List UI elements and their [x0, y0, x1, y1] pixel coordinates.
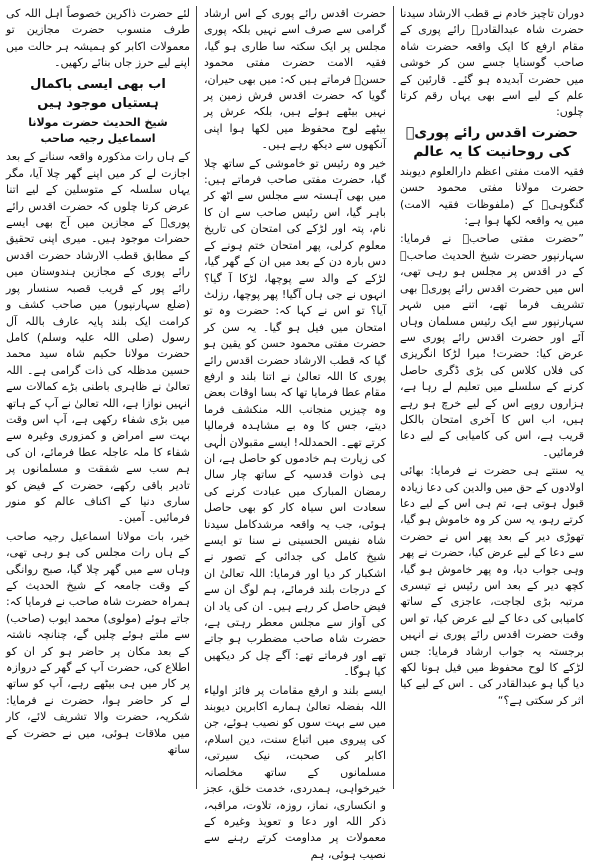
- section-subheading: شیخ الحدیث حضرت مولانا اسماعیل رجیہ صاحب: [28, 115, 168, 146]
- column-divider: [196, 6, 197, 789]
- column-right: [400, 6, 584, 791]
- column-divider: [393, 6, 394, 789]
- paragraph: ایسے بلند و ارفع مقامات پر فائز اولیاء اللہ بفضلہ تعالیٰ ہمارے اکابرین دیوبند میں سے بہت سوں کو نصیب ہوئے، جن کی پیروی میں اتباع سنت، دین اسلام، اکابر کی صحبت، نیک سیرتی، مسلمانوں کے ساتھ مخلصانہ خیرخواہی، ہمدردی، خدمت خلق، عجز و انکساری، نماز، روزہ، تلاوت، مراقبہ، ذکر اللہ اور دعا و تعویذ وغیرہ کے معمولات پر مداومت کرتے رہنے سے نصیب ہوئی، ہم: [204, 683, 386, 861]
- paragraph: خیر، بات مولانا اسماعیل رجیہ صاحب کے ہاں رات مجلس کی ہو رہی تھی، وہاں سے میں گھر چلا گیا، صبح روانگی کے وقت جامعہ کے شیخ الحدیث کے ہمراہ حضرت شاہ صاحب نے فرمایا کہ: جاتے ہوئے (مولوی) محمد ایوب (صاحب) سے ملتے ہوئے چلیں گے، چنانچہ ناشتہ کے بعد مکان پر حاضر ہو کر ان کو اطلاع کی، حضرت آپ کے گھر کے دروازہ پر کار میں ہی بیٹھے رہے، آپ کو ساتھ لے کر حاضر ہوا، حضرت نے فرمایا: شکریہ، حضرت والا تشریف لائے، کار میں ملاقات ہوئی، میں نے حضرت کے ساتھ: [6, 529, 190, 757]
- paragraph: خیر وہ رئیس تو خاموشی کے ساتھ چلا گیا، حضرت مفتی صاحب فرماتے ہیں: میں بھی آہستہ سے مجلس سے اٹھ کر باہر گیا، اس رئیس صاحب سے ان کا نام، پتہ اور لڑکے کی امتحان کی تاریخ معلوم کرلی، پھر امتحان ختم ہونے کے دس بارہ دن کے بعد میں ان کے گھر گیا، لڑکے کے والد سے پوچھا، لڑکا آ گیا؟ انہوں نے جی ہاں آگیا! پھر پوچھا، رزلٹ آیا؟ تو اس نے کہا کہ: حضرت وہ تو امتحان میں فیل ہو گیا۔ یہ سن کر حضرت مفتی محمود حسن کو یقین ہو گیا کہ قطب الارشاد حضرت اقدس رائے پوری کا اللہ تعالیٰ نے اتنا بلند و ارفع مقام عطا فرمایا تھا کہ بسا اوقات بعض وہ چیزیں منجانب اللہ منکشف فرما دیتے، جس کا وہ بے مشاہدہ فرمالیا کرتے تھے۔ الحمدللہ! ایسے مقبولان الٰہی کی زیارت ہم خادموں کو حاصل ہے، ان ہی ذوات قدسیہ کے ساتھ چار سال رمضان المبارک میں عبادت کرنے کی سعادت اس سیاہ کار کو بھی حاصل ہوئی، جب یہ واقعہ مرشدکامل سیدنا شاہ نفیس الحسینی نے سنا تو ایسے شیخ کامل کی جدائی کے تصور نے اشکبار کر دیا اور فرمایا: اللہ تعالیٰ ان کے درجات بلند فرمائے، ہم لوگ ان سے فیض حاصل کر رہے ہیں۔ ان کی یاد ان کی آواز سے مجلس معطر رہتی ہے، حضرت شاہ صاحب مضطرب ہو جاتے تھے اور فرماتے تھے: آگے چل کر دیکھیں کیا ہوگا۔: [203, 156, 386, 679]
- paragraph: فقیہ الامت مفتی اعظم دارالعلوم دیوبند حضرت مولانا مفتی محمود حسن گنگوہیؒ کے (ملفوظات فقیہ الامت) میں یہ واقعہ لکھا ہوا ہے:: [400, 164, 584, 228]
- column-left: [6, 6, 190, 791]
- paragraph: ”حضرت مفتی صاحبؒ نے فرمایا: سہارنپور حضرت شیخ الحدیث صاحبؒ کے در اقدس پر مجلس ہو رہی تھی، اس میں حضرت اقدس رائے پوریؒ بھی تشریف فرما تھے، اتنے میں شہر سہارنپور سے ایک رئیس مسلمان وہاں آئے اور حضرت اقدس رائے پوری سے عرض کیا: حضرت! میرا لڑکا انگریزی کی فلاں کلاس کی بڑی ڈگری حاصل کرنے کے سلسلے میں تعلیم لے رہا ہے، ہزاروں روپے اس کے لیے خرچ ہو رہے ہیں، اب اس کا آخری امتحان بالکل قریب ہے، اس کی کامیابی کے لیے دعا فرمائیں۔: [400, 232, 584, 459]
- section-heading: حضرت اقدس رائے پوریؒ کی روحانیت کا یہ عالم: [405, 124, 579, 160]
- paragraph: حضرت اقدس رائے پوری کے اس ارشاد گرامی سے صرف اسے نہیں بلکہ پوری مجلس پر ایک سکتہ سا طاری ہو گیا، فقیہ الامت حضرت مفتی محمود حسنؒ فرماتے ہیں کہ: میں بھی حیران، گویا کہ حضرت اقدس فرش زمین پر نہیں بیٹھے ہوئے ہیں، بلکہ عرش پر بیٹھے لوح محفوظ میں لکھا ہوا اپنی آنکھوں سے دیکھ رہے ہیں۔: [204, 7, 386, 152]
- paragraph: یہ سنتے ہی حضرت نے فرمایا: بھائی اولادوں کے حق میں والدین کی دعا زیادہ قبول ہوتی ہے، تم ہی اس کے لیے دعا کرتے رہو، یہ سن کر وہ خاموش ہو گیا، تھوڑی دیر کے بعد پھر اس نے حضرت سے دعا کے لیے عرض کیا، حضرت نے پھر وہی جواب دیا، وہ پھر خاموش ہو گیا، کچھ دیر کے بعد اس رئیس نے تیسری مرتبہ بڑی لجاجت، عاجزی کے ساتھ کامیابی کی دعا کے لیے عرض کیا، تو اس وقت حضرت اقدس رائے پوری نے انہیں برجستہ یہ جواب ارشاد فرمایا: جس لڑکے کا لوح محفوظ میں فیل ہونا لکھ دیا گیا ہو عبدالقادر کی ۔ اس کے لیے کیا اثر کر سکتی ہے؟“: [400, 464, 584, 707]
- section-heading: اب بھی ایسی باکمال ہستیاں موجود ہیں: [30, 76, 166, 111]
- paragraph: دوران تاچیز خادم نے قطب الارشاد سیدنا حضرت شاہ عبدالقادرؒ رائے پوری کے مقام ارفع کا ایک واقعہ حضرت شاہ صاحب گوسنایا جسے سن کر خوشی میں حضرت آبدیدہ ہو گئے۔ قارئین کے علم کے لیے اسے بھی یہاں رقم کرتا چلوں:: [400, 7, 584, 119]
- paragraph: کے ہاں رات مذکورہ واقعہ سنانے کے بعد اجازت لے کر میں اپنے گھر چلا آیا، مگر یہاں سلسلہ کے متوسلین کے لیے اتنا عرض کرتا چلوں کہ حضرت اقدس رائے پوریؒ کے مجازین میں آج بھی ایسے حضرات موجود ہیں۔ میری اپنی تحقیق کے مطابق قطب الارشاد حضرت اقدس رائے پوری کے مجازین ہندوستان میں رائے پور کے قریب قصبہ سنسار پور (ضلع سہارنپور) میں صاحب کشف و کرامت ایک بلند پایہ عارف باللہ آل رسول (صلی اللہ علیہ وسلم) کامل حضرت مولانا حکیم شاہ سید محمد حسین مدظلہ کی ذات گرامی ہے۔ اللہ تعالیٰ نے ظاہری باطنی بڑے کمالات سے انہیں نوازا ہے، اللہ تعالیٰ نے آپ کے ہاتھ میں بڑی شفاء رکھی ہے، آپ اس وقت بہت سے امراض و کمزوری وغیرہ سے شفاء کا ملہ عاجلہ عطا فرمائے، ان کی ہم سب سے شفقت و مسلمانوں پر تادیر باقی رکھے، حضرت کے فیض کو ساری دنیا کے اکناف عالم کو منور فرمائیں۔ آمین۔: [6, 150, 190, 525]
- paragraph: لئے حضرت ذاکرین خصوصاً اہل اللہ کی طرف منسوب حضرت مجازین تو معمولات اکابر کو ہمیشہ ہر حالت میں اپنے لیے حرز جاں بنائے رکھیں۔: [6, 7, 190, 70]
- column-middle: [203, 6, 386, 861]
